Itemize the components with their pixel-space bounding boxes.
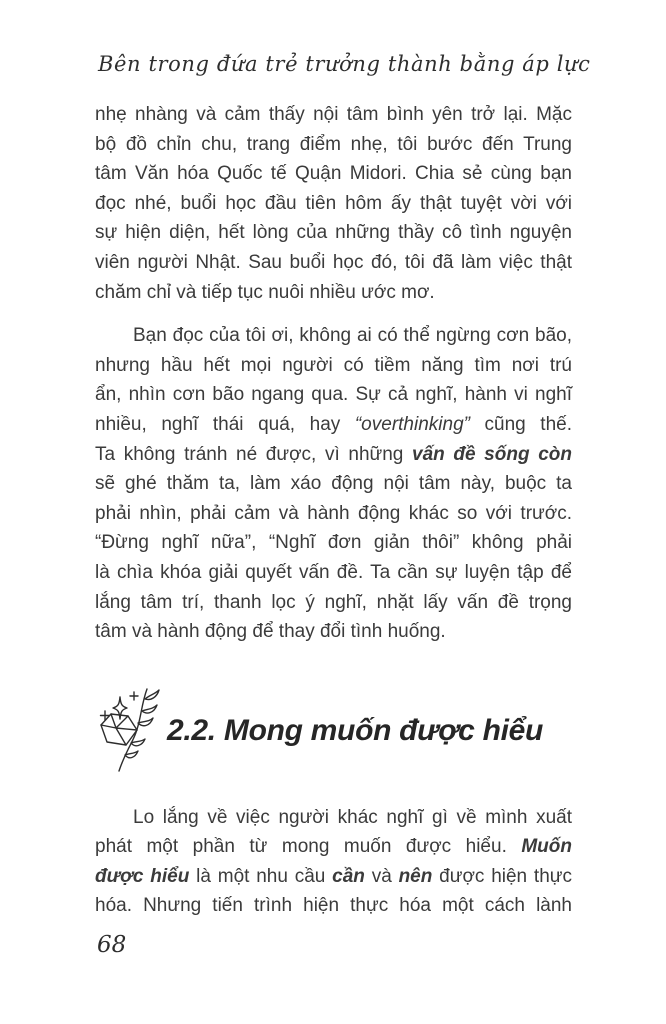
text-segment: nhiều, nghĩ thái quá, hay [95, 413, 355, 435]
paragraphs-top [95, 100, 572, 647]
text-segment: tâm và hành động để thay đổi tình huống. [95, 621, 446, 643]
text-line [95, 528, 572, 558]
text-line [95, 218, 572, 248]
text-segment: tâm Văn hóa Quốc tế Quận Midori. Chia sẻ cùng bạn [95, 163, 572, 185]
text-line [95, 100, 572, 130]
text-segment: là một nhu cầu [189, 865, 333, 887]
text-segment: sự hiện diện, hết lòng của những thầy cô tình nguyện [95, 222, 572, 244]
text-segment: Lo lắng về việc người khác nghĩ gì về mình xuất [133, 806, 572, 828]
text-segment: cũng thế. [469, 413, 573, 435]
text-segment: sẽ ghé thăm ta, làm xáo động nội tâm này, buộc ta [95, 473, 572, 495]
text-segment: lắng tâm trí, thanh lọc ý nghĩ, nhặt lấy vấn đề trọng [95, 591, 572, 613]
text-line [95, 189, 572, 219]
text-line [95, 130, 572, 160]
text-segment: Ta không tránh né được, vì những [95, 443, 412, 465]
section-heading [95, 687, 572, 775]
text-line [95, 891, 572, 921]
running-header: Bên trong đứa trẻ trưởng thành bằng áp lực [98, 52, 591, 76]
text-line [95, 617, 572, 647]
text-segment: Bạn đọc của tôi ơi, không ai có thể ngừng cơn bão, [133, 325, 572, 347]
text-segment: là chìa khóa giải quyết vấn đề. Ta cần sự luyện tập để [95, 561, 572, 583]
body-text-column [95, 100, 572, 921]
text-segment: nhẹ nhàng và cảm thấy nội tâm bình yên trở lại. Mặc [95, 104, 572, 125]
text-line [95, 803, 572, 833]
text-segment: được hiểu [95, 865, 190, 887]
page-number: 68 [97, 932, 127, 958]
text-line [95, 499, 572, 529]
text-segment: đọc nhé, buổi học đầu tiên hôm ấy thật tuyệt vời với [95, 192, 572, 214]
text-line [95, 558, 572, 588]
paragraph [95, 321, 572, 647]
text-line [95, 440, 572, 470]
text-line [95, 351, 572, 381]
text-line [95, 248, 572, 278]
text-segment: cần [332, 865, 365, 887]
text-line [95, 410, 572, 440]
text-segment: nhưng hầu hết mọi người có tiềm năng tìm nơi trú [95, 354, 572, 376]
text-line [95, 278, 572, 308]
text-line [95, 832, 572, 862]
text-segment: chăm chỉ và tiếp tục nuôi nhiều ước mơ. [95, 281, 435, 303]
paragraphs-bottom [95, 775, 572, 921]
text-segment: “overthinking” [354, 413, 470, 435]
text-segment: và [364, 865, 399, 887]
text-segment: phải nhìn, phải cảm và hành động khác so với trước. [95, 502, 572, 524]
text-segment: được hiện thực [432, 865, 572, 887]
text-segment: phát một phần từ mong muốn được hiểu. [95, 836, 522, 858]
text-segment: ẩn, nhìn cơn bão ngang qua. Sự cả nghĩ, hành vi nghĩ [95, 384, 572, 406]
text-line [95, 469, 572, 499]
text-segment: Muốn [521, 836, 572, 858]
text-segment: viên người Nhật. Sau buổi học đó, tôi đã làm việc thật [95, 251, 572, 273]
section-heading-title: 2.2. Mong muốn được hiểu [167, 713, 544, 747]
text-segment: vấn đề sống còn [412, 443, 572, 465]
text-line [95, 159, 572, 189]
crystal-sparkle-branch-icon [95, 687, 171, 775]
text-segment: nên [398, 865, 433, 887]
paragraph [95, 100, 572, 307]
text-segment: hóa. Nhưng tiến trình hiện thực hóa một cách lành [95, 895, 572, 917]
text-line [95, 588, 572, 618]
text-segment: bộ đồ chỉn chu, trang điểm nhẹ, tôi bước đến Trung [95, 133, 572, 155]
paragraph [95, 803, 572, 921]
text-line [95, 380, 572, 410]
text-line [95, 321, 572, 351]
text-line [95, 862, 572, 892]
text-segment: “Đừng nghĩ nữa”, “Nghĩ đơn giản thôi” không phải [95, 532, 572, 554]
